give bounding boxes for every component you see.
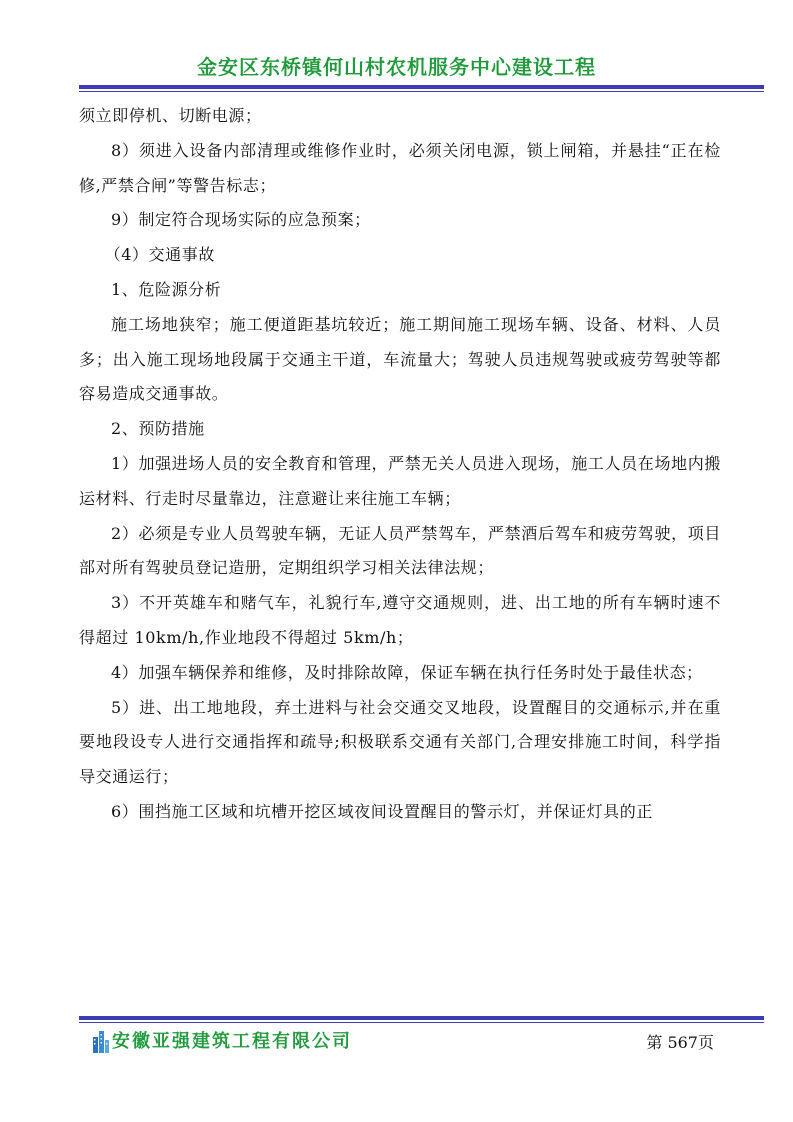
paragraph-measure-4: 4）加强车辆保养和维修，及时排除故障，保证车辆在执行任务时处于最佳状态；: [111, 662, 703, 682]
document-body: [79, 99, 721, 830]
header-rule-thin: [79, 91, 764, 92]
document-header-title: 金安区东桥镇何山村农机服务中心建设工程: [197, 55, 596, 79]
paragraph-hazard-description: 施工场地狭窄；施工便道距基坑较近；施工期间施工现场车辆、设备、材料、人员多；出入施工现场地段属于交通主干道，车流量大；驾驶人员违规驾驶或疲劳驾驶等都容易造成交通事故。: [79, 314, 721, 404]
subheading-preventive-measures: 2、预防措施: [111, 419, 205, 439]
paragraph-continuation: 须立即停机、切断电源；: [79, 106, 262, 125]
header-rule-thick: [79, 85, 764, 89]
footer-rule-thin: [79, 1022, 764, 1023]
paragraph-measure-6: 6）围挡施工区域和坑槽开挖区域夜间设置醒目的警示灯，并保证灯具的正: [111, 801, 653, 821]
footer-rule-thick: [79, 1016, 764, 1020]
building-logo-icon: [92, 1029, 110, 1053]
paragraph-item-8: 8）须进入设备内部清理或维修作业时，必须关闭电源，锁上闸箱，并悬挂“正在检修,严禁合闸”等警告标志；: [79, 140, 721, 195]
paragraph-measure-2: 2）必须是专业人员驾驶车辆，无证人员严禁驾车，严禁酒后驾车和疲劳驾驶，项目部对所有驾驶员登记造册，定期组织学习相关法律法规；: [79, 523, 721, 578]
footer-company-name: 安徽亚强建筑工程有限公司: [112, 1031, 352, 1052]
page-number: 第 567页: [646, 1033, 714, 1052]
paragraph-item-9: 9）制定符合现场实际的应急预案；: [111, 210, 371, 230]
section-heading-traffic-accident: （4）交通事故: [104, 245, 215, 265]
subheading-hazard-analysis: 1、危险源分析: [111, 279, 222, 299]
paragraph-measure-3: 3）不开英雄车和赌气车，礼貌行车,遵守交通规则，进、出工地的所有车辆时速不得超过 10km/h,作业地段不得超过 5km/h；: [79, 593, 721, 647]
paragraph-measure-5: 5）进、出工地地段，弃土进料与社会交通交叉地段，设置醒目的交通标示,并在重要地段设专人进行交通指挥和疏导;积极联系交通有关部门,合理安排施工时间，科学指导交通运行；: [79, 697, 721, 787]
paragraph-measure-1: 1）加强进场人员的安全教育和管理，严禁无关人员进入现场，施工人员在场地内搬运材料、行走时尽量靠边，注意避让来往施工车辆；: [79, 453, 721, 508]
